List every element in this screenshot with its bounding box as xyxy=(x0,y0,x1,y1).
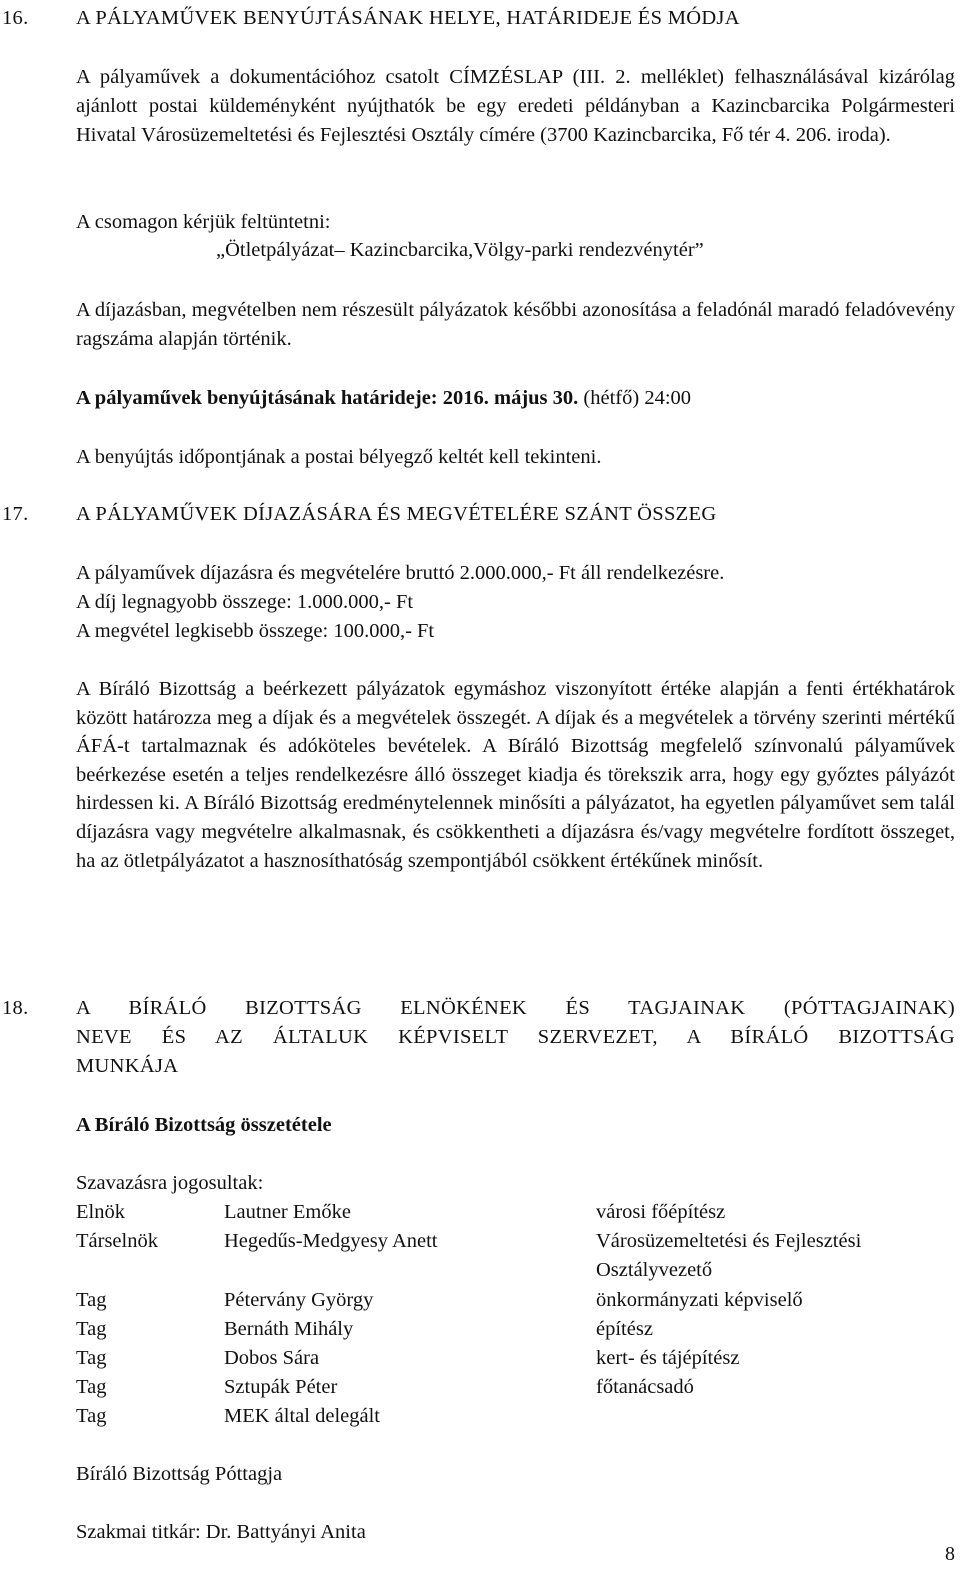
member-role: Tag xyxy=(76,1405,107,1427)
member-role: Tag xyxy=(76,1318,107,1340)
deadline-rest: (hétfő) 24:00 xyxy=(578,387,692,409)
page-number: 8 xyxy=(945,1543,955,1565)
member-name: Dobos Sára xyxy=(224,1347,320,1369)
deadline-line xyxy=(76,384,691,413)
alternate-member-label: Bíráló Bizottság Póttagja xyxy=(76,1463,283,1485)
section-18-title-line-3: MUNKÁJA xyxy=(76,1055,179,1077)
total-amount-line: A pályaművek díjazásra és megvételére bruttó 2.000.000,- Ft áll rendelkezésre. xyxy=(76,562,725,584)
section-17-paragraph-jury: A Bíráló Bizottság a beérkezett pályázatok egymáshoz viszonyított értéke alapján a fenti értékhatárok között határozza meg a díjak és a megvételek összegét. A díjak és a megvételek a törvény szerinti mértékű ÁFÁ-t tartalmaznak és adóköteles bevételek. A Bíráló Bizottság megfelelő színvonalú pályaművek beérkezése esetén a teljes rendelkezésre álló összeget kiadja és törekszik arra, hogy egy győztes pályázót hirdessen ki. A Bíráló Bizottság eredménytelennek minősíti a pályázatot, ha egyetlen pályaművet sem talál díjazásra vagy megvételre alkalmasnak, és csökkentheti a díjazásra és/vagy megvételre fordított összeget, ha az ötletpályázatot a hasznosíthatóság szempontjából csökkent értékűnek minősít. xyxy=(76,678,955,872)
member-role: Elnök xyxy=(76,1201,125,1223)
member-name: Sztupák Péter xyxy=(224,1376,338,1398)
member-organization: városi főépítész xyxy=(596,1201,726,1223)
member-organization: önkormányzati képviselő xyxy=(596,1289,803,1311)
secretary-line: Szakmai titkár: Dr. Battyányi Anita xyxy=(76,1521,366,1543)
member-row-continuation xyxy=(76,1256,956,1285)
member-name: Hegedűs-Medgyesy Anett xyxy=(224,1230,438,1252)
section-17-title: A PÁLYAMŰVEK DÍJAZÁSÁRA ÉS MEGVÉTELÉRE SZÁNT ÖSSZEG xyxy=(76,503,717,525)
member-name: Pétervány György xyxy=(224,1289,374,1311)
max-prize-line: A díj legnagyobb összege: 1.000.000,- Ft xyxy=(76,591,414,613)
deadline-bold: A pályaművek benyújtásának határideje: 2016. május 30. xyxy=(76,387,579,409)
member-row xyxy=(76,1373,956,1402)
member-organization: építész xyxy=(596,1318,653,1340)
voting-members-label: Szavazásra jogosultak: xyxy=(76,1172,264,1194)
member-role: Tag xyxy=(76,1376,107,1398)
member-row xyxy=(76,1227,956,1256)
member-organization: kert- és tájépítész xyxy=(596,1347,740,1369)
member-role: Társelnök xyxy=(76,1230,158,1252)
member-row xyxy=(76,1198,956,1227)
member-organization-line-2: Osztályvezető xyxy=(596,1259,713,1281)
member-row xyxy=(76,1286,956,1315)
section-18-title-line-2: NEVE ÉS AZ ÁLTALUK KÉPVISELT SZERVEZET, A BÍRÁLÓ BIZOTTSÁG xyxy=(76,1026,955,1048)
member-row xyxy=(76,1344,956,1373)
member-organization: Városüzemeltetési és Fejlesztési xyxy=(596,1230,862,1252)
section-17-number: 17. xyxy=(2,503,29,525)
member-name: Bernáth Mihály xyxy=(224,1318,354,1340)
package-text: „Ötletpályázat– Kazincbarcika,Völgy-parki rendezvénytér” xyxy=(216,239,704,261)
member-role: Tag xyxy=(76,1289,107,1311)
section-16-title: A PÁLYAMŰVEK BENYÚJTÁSÁNAK HELYE, HATÁRIDEJE ÉS MÓDJA xyxy=(76,7,740,29)
min-purchase-line: A megvétel legkisebb összege: 100.000,- Ft xyxy=(76,620,435,642)
member-role: Tag xyxy=(76,1347,107,1369)
member-organization: főtanácsadó xyxy=(596,1376,694,1398)
stamp-note: A benyújtás időpontjának a postai bélyegző keltét kell tekinteni. xyxy=(76,446,602,468)
package-label: A csomagon kérjük feltüntetni: xyxy=(76,211,331,233)
section-16-paragraph-submission: A pályaművek a dokumentációhoz csatolt CÍMZÉSLAP (III. 2. melléklet) felhasználásával kizárólag ajánlott postai küldeményként nyújthatók be egy eredeti példányban a Kazincbarcika Polgármesteri Hivatal Városüzemeltetési és Fejlesztési Osztály címére (3700 Kazincbarcika, Fő tér 4. 206. iroda). xyxy=(76,66,955,146)
section-16-paragraph-identification: A díjazásban, megvételben nem részesült pályázatok későbbi azonosítása a feladónál maradó feladóvevény ragszáma alapján történik. xyxy=(76,299,955,350)
member-row xyxy=(76,1402,956,1431)
section-18-number: 18. xyxy=(2,997,29,1019)
section-16-number: 16. xyxy=(2,7,29,29)
member-row xyxy=(76,1315,956,1344)
member-name: Lautner Emőke xyxy=(224,1201,351,1223)
jury-composition-heading: A Bíráló Bizottság összetétele xyxy=(76,1114,332,1136)
section-18-title-line-1: A BÍRÁLÓ BIZOTTSÁG ELNÖKÉNEK ÉS TAGJAINAK (PÓTTAGJAINAK) xyxy=(76,997,955,1019)
member-name: MEK által delegált xyxy=(224,1405,380,1427)
